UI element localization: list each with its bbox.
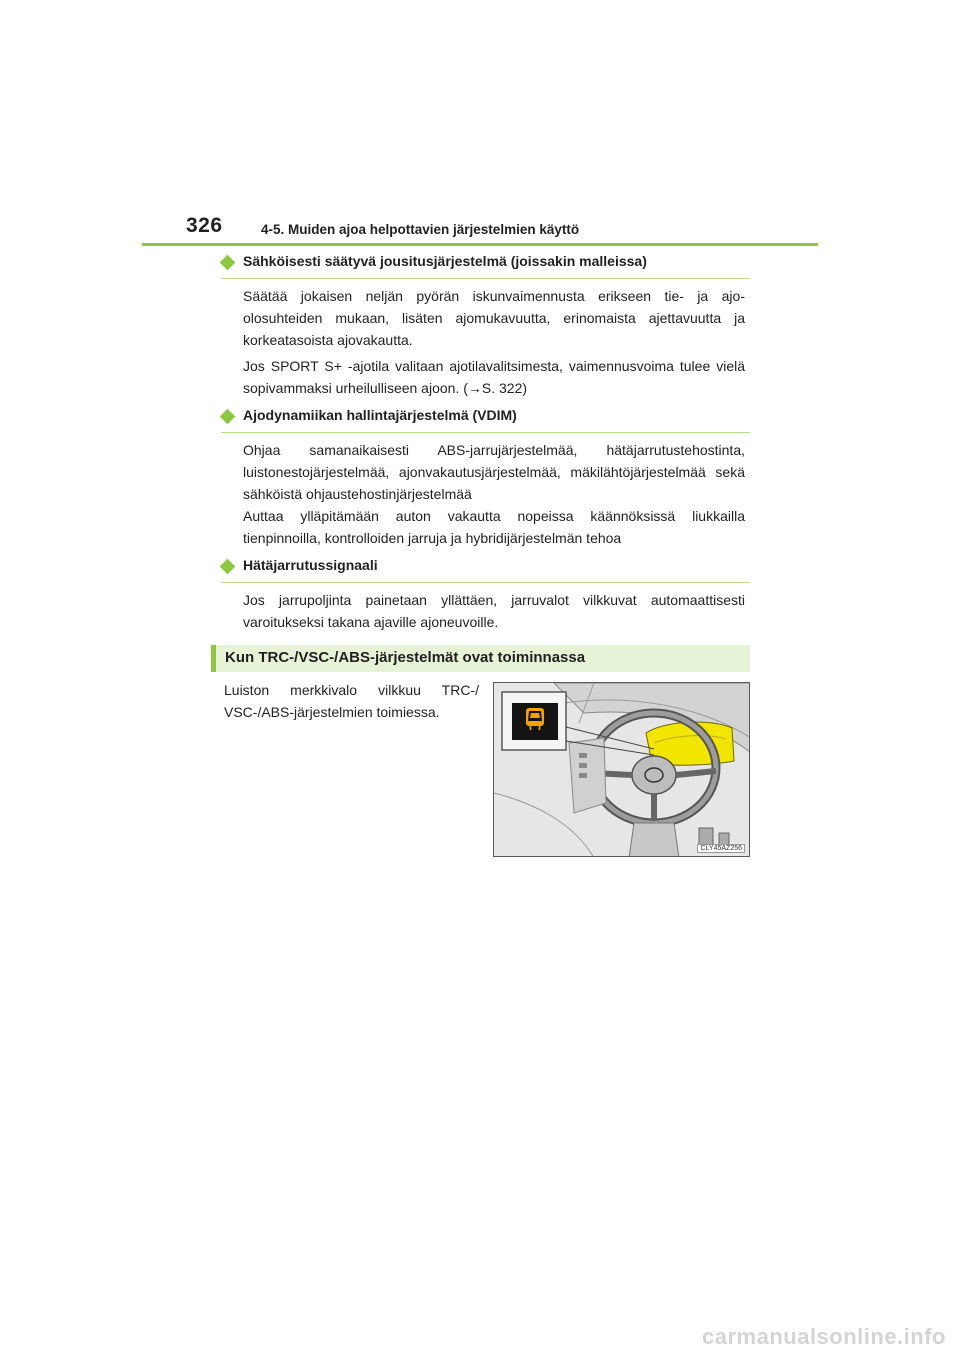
- diamond-bullet-icon: [220, 559, 236, 575]
- paragraph: Jos SPORT S+ -ajotila valitaan ajotilavalitsimesta, vaimennusvoima tulee vielä sopivammaksi urheilulliseen ajoon. (→S. 322): [243, 358, 745, 396]
- section-title-box: [211, 645, 750, 672]
- sub-heading-suspension: [221, 254, 750, 279]
- sub-heading-vdim: [221, 408, 750, 433]
- header-rule: [142, 243, 818, 246]
- operating-description: Luiston merkkivalo vilkkuu TRC-/ VSC-/ABS-järjestelmien toimiessa.: [224, 682, 479, 720]
- section-title: Kun TRC-/VSC-/ABS-järjestelmät ovat toiminnassa: [225, 649, 586, 666]
- chapter-title: 4-5. Muiden ajoa helpottavien järjestelmien käyttö: [261, 222, 580, 237]
- diamond-bullet-icon: [220, 409, 236, 425]
- paragraph: Ohjaa samanaikaisesti ABS-jarrujärjestelmää, hätäjarrutustehostinta, luistonestojärjestelmää, ajonvakautusjärjestelmää, mäkilähtöjärjestelmää sekä sähköistä ohjaustehostinjärjestelmää: [243, 442, 745, 502]
- sub-heading-label: Ajodynamiikan hallintajärjestelmä (VDIM): [243, 407, 517, 423]
- diamond-bullet-icon: [220, 255, 236, 271]
- sub-heading-label: Hätäjarrutussignaali: [243, 557, 378, 573]
- page-number: 326: [186, 214, 223, 237]
- watermark: carmanualsonline.info: [702, 1324, 946, 1349]
- figure-code: CLY45AZ256: [697, 844, 745, 853]
- sub-heading-label: Sähköisesti säätyvä jousitusjärjestelmä (joissakin malleissa): [243, 253, 647, 269]
- paragraph: Jos jarrupoljinta painetaan yllättäen, jarruvalot vilkkuvat automaattisesti varoitukseksi takana ajaville ajoneuvoille.: [243, 592, 745, 630]
- dashboard-illustration: [494, 683, 750, 857]
- dashboard-figure: [493, 682, 750, 857]
- sub-heading-emergency-signal: [221, 558, 750, 583]
- paragraph: Auttaa ylläpitämään auton vakautta nopeissa käännöksissä liukkailla tienpinnoilla, kontrolloiden jarruja ja hybridijärjestelmän tehoa: [243, 508, 745, 546]
- paragraph: Säätää jokaisen neljän pyörän iskunvaimennusta erikseen tie- ja ajo-olosuhteiden mukaan, lisäten ajomukavuutta, erinomaista ajettavuutta ja korkeatasoista ajovakautta.: [243, 288, 745, 348]
